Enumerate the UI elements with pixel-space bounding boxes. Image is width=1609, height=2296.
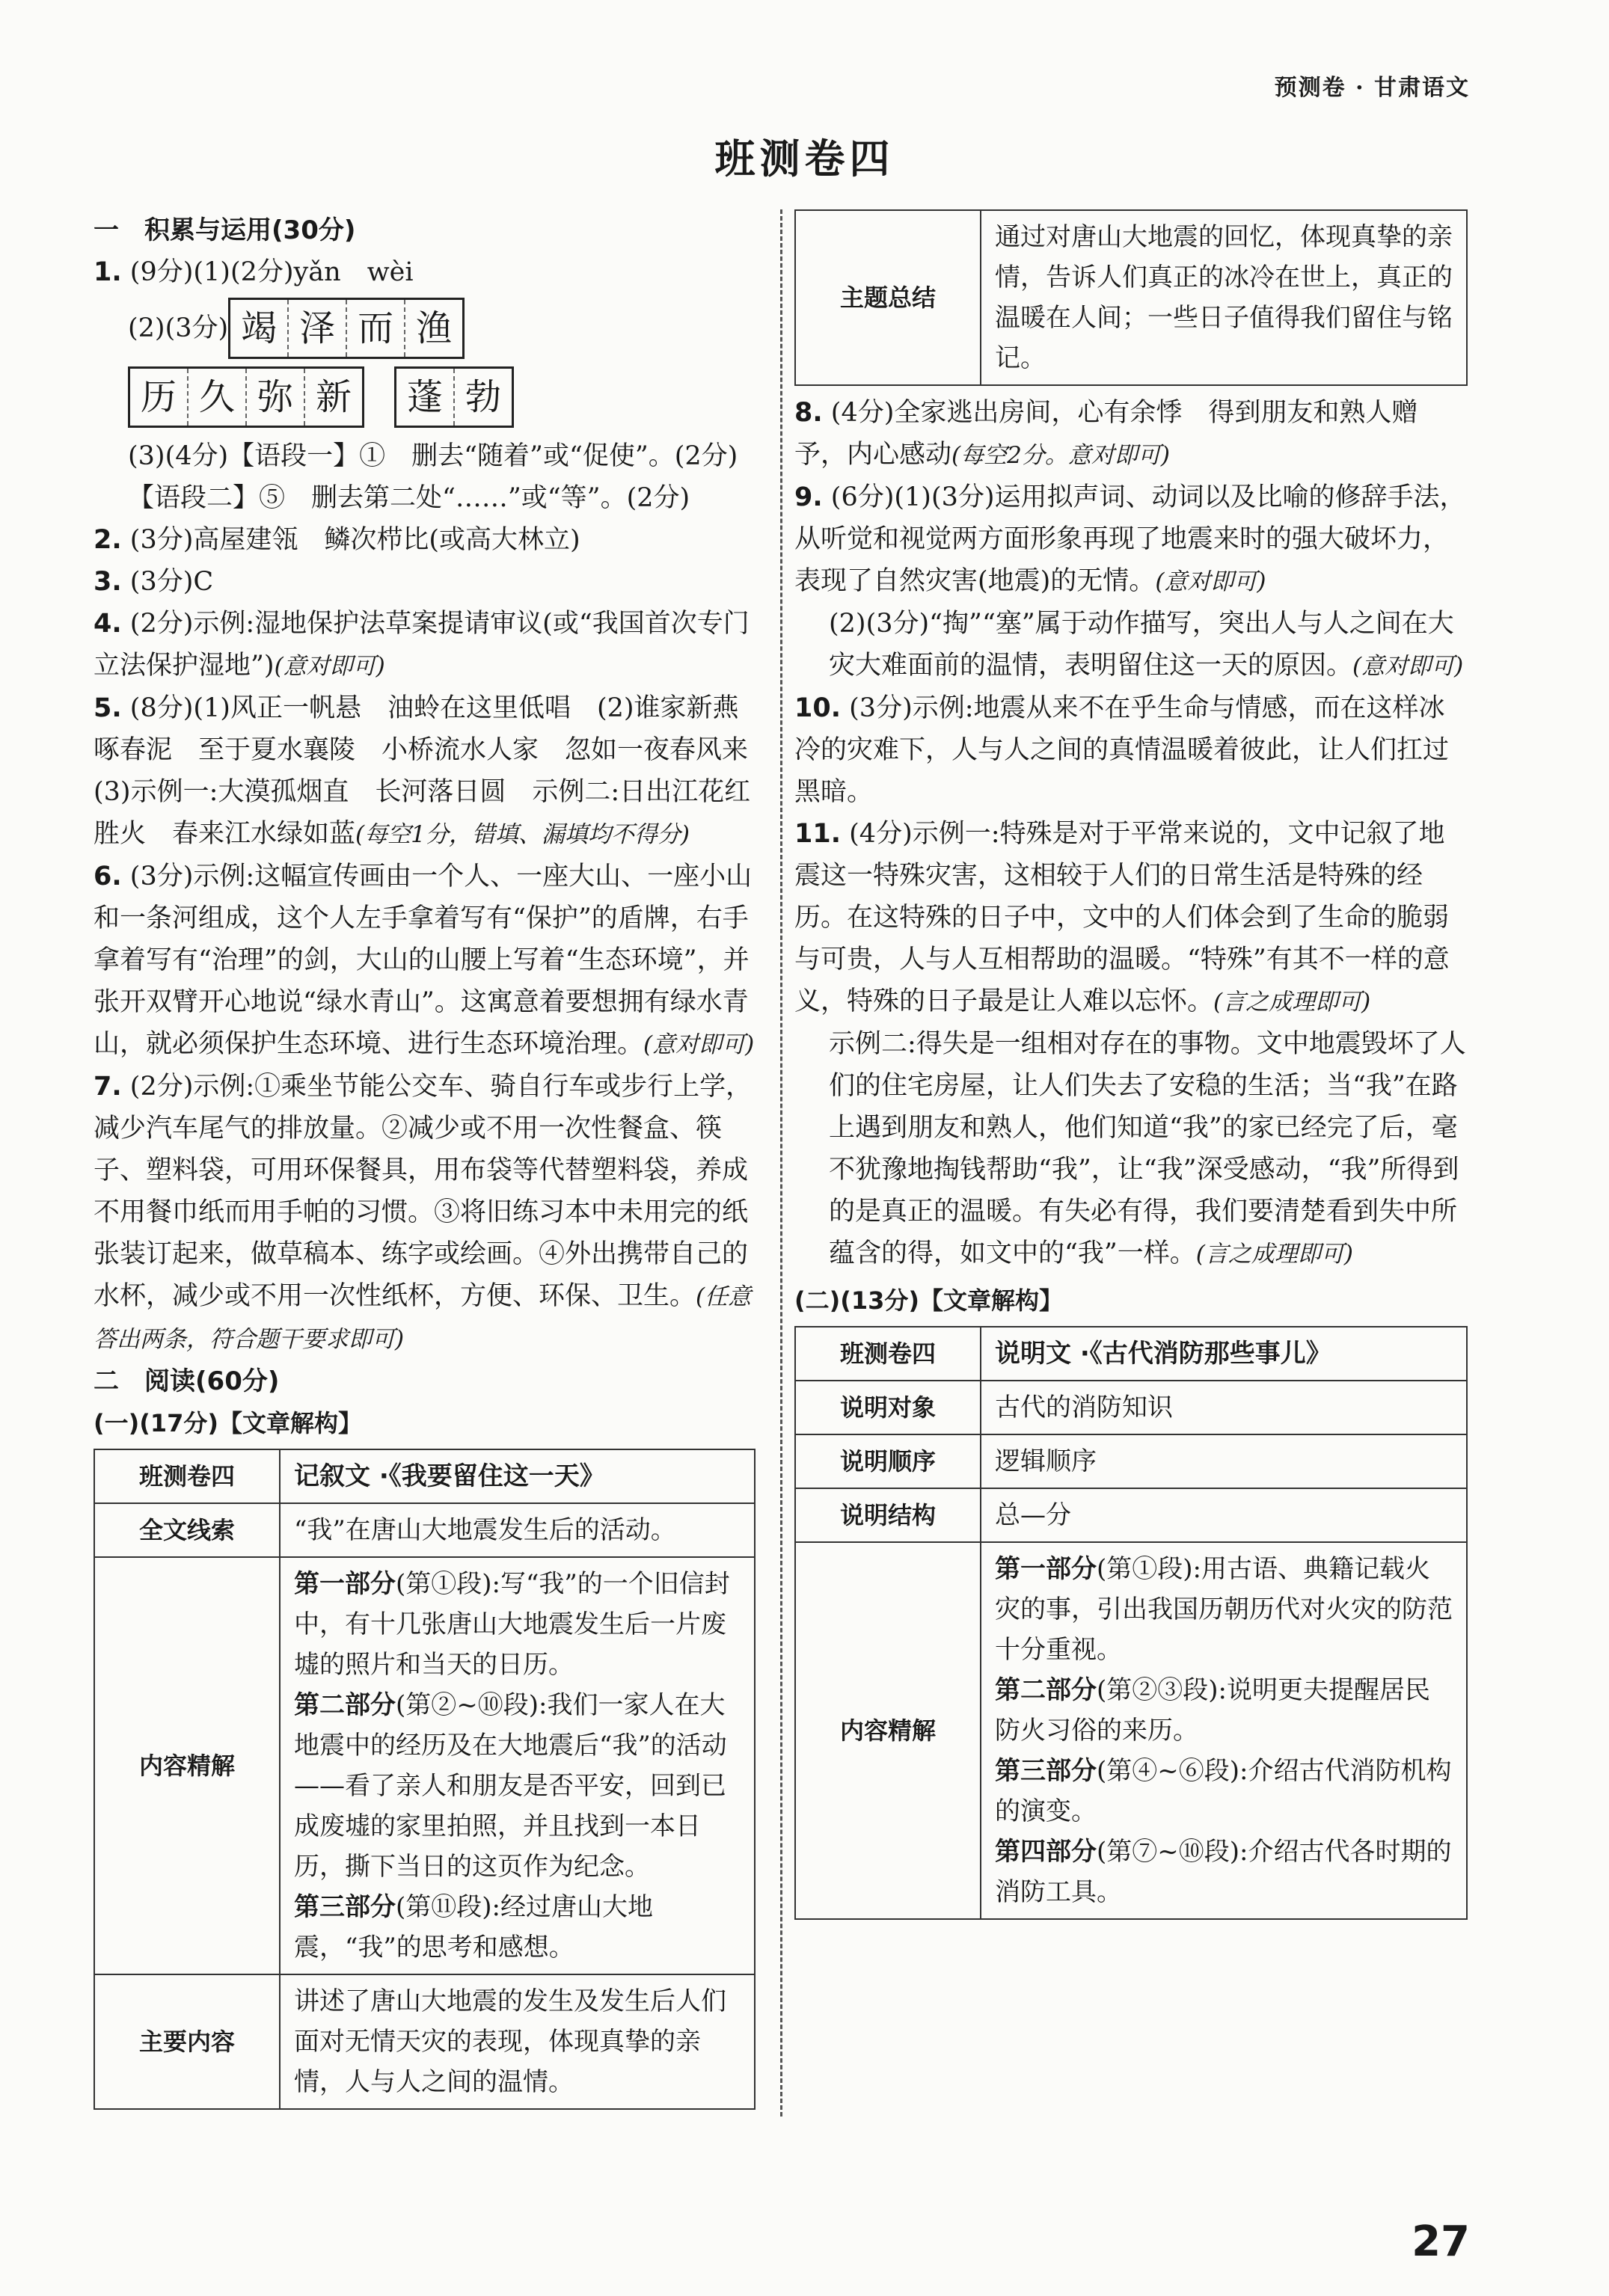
answer-boxes-1: (2)(3分) 竭 泽 而 渔 xyxy=(94,298,756,359)
character-box: 泽 xyxy=(289,300,347,357)
table-row: 班测卷四 记叙文 ·《我要留住这一天》 xyxy=(94,1449,755,1503)
structure-table-2 xyxy=(794,1326,1468,1920)
answer-boxes-2 xyxy=(94,366,756,428)
table-row: 主要内容 讲述了唐山大地震的发生及发生后人们面对无情天灾的表现，体现真挚的亲情，人与人之间的温情。 xyxy=(94,1974,755,2109)
theme-table xyxy=(794,209,1468,386)
table-row: 说明结构 总—分 xyxy=(795,1488,1467,1542)
question-3: 3. (3分)C xyxy=(94,567,214,597)
subsection-heading: (一)(17分)【文章解构】 xyxy=(94,1409,363,1437)
question-11-part2: 示例二:得失是一组相对存在的事物。文中地震毁坏了人们的住宅房屋，让人们失去了安稳的生活；当“我”在路上遇到朋友和熟人，他们知道“我”的家已经完了后，毫不犹豫地掏钱帮助“我”，让“我”深受感动，“我”所得到的是真正的温暖。有失必有得，我们要清楚看到失中所蕴含的得，如文中的“我”一样。(言之成理即可) xyxy=(829,1029,1466,1268)
character-box: 而 xyxy=(347,300,405,357)
character-box: 历 xyxy=(130,369,189,426)
question-8: 8. (4分)全家逃出房间，心有余悸 得到朋友和熟人赠予，内心感动(每空2分。意对即可) xyxy=(794,398,1418,470)
character-box: 勃 xyxy=(465,376,501,418)
table-row: 说明对象 古代的消防知识 xyxy=(795,1381,1467,1434)
question-1-part4: 【语段二】⑤ 删去第二处“……”或“等”。(2分) xyxy=(128,483,690,513)
question-5: 5. (8分)(1)风正一帆悬 油蛉在这里低唱 (2)谁家新燕啄春泥 至于夏水襄陵 小桥流水人家 忽如一夜春风来 (3)示例一:大漠孤烟直 长河落日圆 示例二:日出江花红胜火 春来江水绿如蓝(每空1分，错填、漏填均不得分) xyxy=(94,693,775,849)
table-row: 班测卷四 说明文 ·《古代消防那些事儿》 xyxy=(795,1327,1467,1381)
character-box: 久 xyxy=(189,369,247,426)
question-6: 6. (3分)示例:这幅宣传画由一个人、一座大山、一座小山和一条河组成，这个人左手拿着写有“保护”的盾牌，右手拿着写有“治理”的剑，大山的山腰上写着“生态环境”，并张开双臂开心地说“绿水青山”。这寓意着要想拥有绿水青山，就必须保护生态环境、进行生态环境治理。(意对即可) xyxy=(94,862,755,1059)
table-row: 内容精解 第一部分(第①段):写“我”的一个旧信封中，有十几张唐山大地震发生后一片废墟的照片和当天的日历。 第二部分(第②~⑩段):我们一家人在大地震中的经历及在大地震后“我”的活动——看了亲人和朋友是否平安，回到已成废墟的家里拍照，并且找到一本日历，撕下当日的这页作为纪念。 第三部分(第⑪段):经过唐山大地震，“我”的思考和感想。 xyxy=(94,1557,755,1974)
character-box: 渔 xyxy=(416,307,453,349)
page-number: 27 xyxy=(1412,2217,1470,2266)
table-row: 全文线索 “我”在唐山大地震发生后的活动。 xyxy=(94,1503,755,1557)
subsection-heading: (二)(13分)【文章解构】 xyxy=(794,1286,1064,1315)
table-row: 主题总结 通过对唐山大地震的回忆，体现真挚的亲情，告诉人们真正的冰冷在世上，真正的温暖在人间；一些日子值得我们留住与铭记。 xyxy=(795,210,1467,385)
question-9: 9. (6分)(1)(3分)运用拟声词、动词以及比喻的修辞手法，从听觉和视觉两方面形象再现了地震来时的强大破坏力，表现了自然灾害(地震)的无情。(意对即可) xyxy=(794,482,1466,596)
structure-table-1 xyxy=(94,1449,756,2110)
column-divider xyxy=(780,209,782,2117)
section-heading: 一 积累与运用(30分) xyxy=(94,215,356,245)
character-grid xyxy=(228,298,465,359)
character-box: 新 xyxy=(315,376,352,418)
question-7: 7. (2分)示例:①乘坐节能公交车、骑自行车或步行上学，减少汽车尾气的排放量。②减少或不用一次性餐盒、筷子、塑料袋，可用环保餐具，用布袋等代替塑料袋，养成不用餐巾纸而用手帕的习惯。③将旧练习本中未用完的纸张装订起来，做草稿本、练字或绘画。④外出携带自己的水杯，减少或不用一次性纸杯，方便、环保、卫生。(任意答出两条，符合题干要求即可) xyxy=(94,1072,753,1353)
table-row: 说明顺序 逻辑顺序 xyxy=(795,1434,1467,1488)
table-row: 内容精解 第一部分(第①段):用古语、典籍记载火灾的事，引出我国历朝历代对火灾的防范十分重视。 第二部分(第②③段):说明更夫提醒居民防火习俗的来历。 第三部分(第④~⑥段):介绍古代消防机构的演变。 第四部分(第⑦~⑩段):介绍古代各时期的消防工具。 xyxy=(795,1542,1467,1919)
question-2: 2. (3分)高屋建瓴 鳞次栉比(或高大林立) xyxy=(94,525,580,555)
character-box: 蓬 xyxy=(396,369,455,426)
character-grid xyxy=(394,366,514,428)
question-9-part2: (2)(3分)“掏”“塞”属于动作描写，突出人与人之间在大灾大难面前的温情，表明留住这一天的原因。(意对即可) xyxy=(829,609,1464,681)
character-box: 弥 xyxy=(247,369,305,426)
left-column xyxy=(94,209,775,2110)
character-box: 竭 xyxy=(230,300,289,357)
question-1-part3: (3)(4分)【语段一】① 删去“随着”或“促使”。(2分) xyxy=(128,441,738,471)
page-title: 班测卷四 xyxy=(714,135,895,182)
question-1: 1. (9分)(1)(2分)yǎn wèi xyxy=(94,257,414,287)
character-grid xyxy=(128,366,364,428)
section-heading: 二 阅读(60分) xyxy=(94,1366,280,1396)
question-10: 10. (3分)示例:地震从来不在乎生命与情感，而在这样冰冷的灾难下，人与人之间的真情温暖着彼此，让人们扛过黑暗。 xyxy=(794,693,1450,807)
running-header: 预测卷 · 甘肃语文 xyxy=(1274,75,1470,101)
question-11: 11. (4分)示例一:特殊是对于平常来说的，文中记叙了地震这一特殊灾害，这相较于人们的日常生活是特殊的经历。在这特殊的日子中，文中的人们体会到了生命的脆弱与可贵，人与人互相帮助的温暖。“特殊”有其不一样的意义，特殊的日子最是让人难以忘怀。(言之成理即可) xyxy=(794,819,1450,1016)
question-4: 4. (2分)示例:湿地保护法草案提请审议(或“我国首次专门立法保护湿地”)(意对即可) xyxy=(94,609,750,681)
right-column xyxy=(794,209,1468,1920)
